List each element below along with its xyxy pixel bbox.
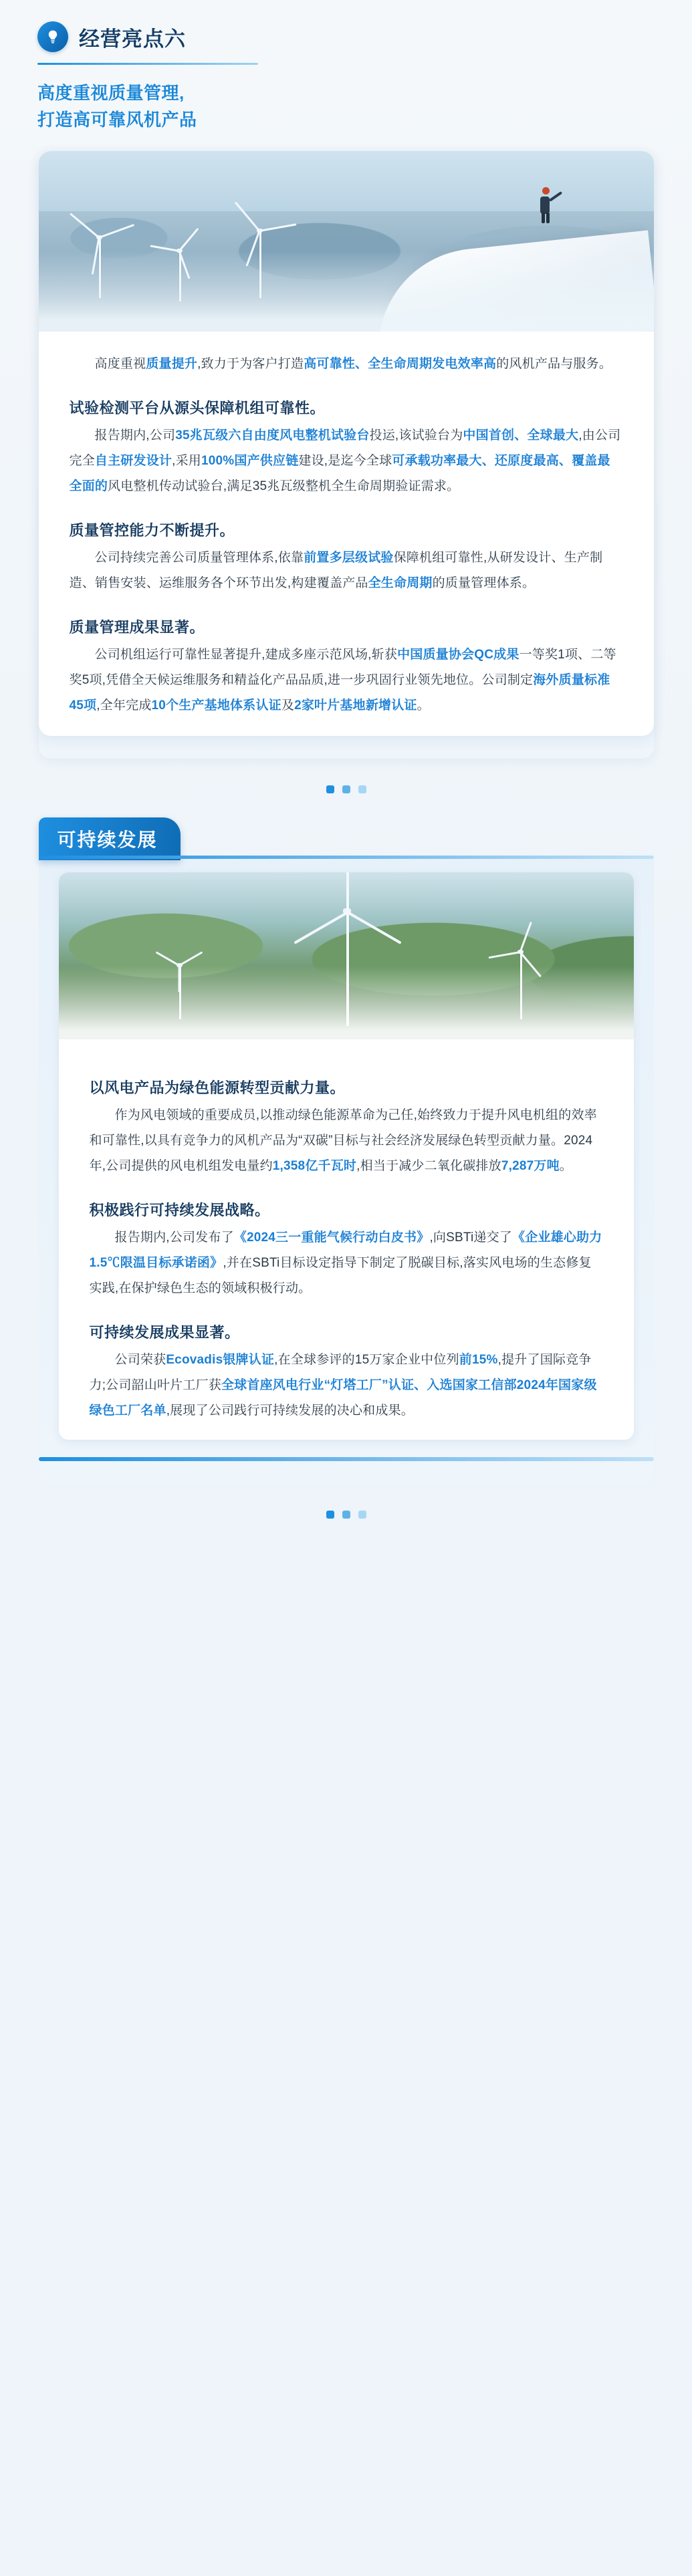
section1-subtitle xyxy=(37,80,692,134)
turbine-blade-foreground xyxy=(368,230,654,332)
block-paragraph xyxy=(90,1225,603,1301)
block-heading: 以风电产品为绿色能源转型贡献力量。 xyxy=(89,1079,346,1096)
text-run-highlight: 7,287万吨 xyxy=(501,1158,560,1173)
text-run: ,展现了公司践行可持续发展的决心和成果。 xyxy=(166,1403,414,1418)
dot-1 xyxy=(326,785,334,793)
text-run-highlight: 中国质量协会QC成果 xyxy=(397,647,520,662)
intro-text-1: 高度重视 xyxy=(94,356,146,371)
intro-text-3: 的风机产品与服务。 xyxy=(496,356,612,371)
section2-card xyxy=(39,859,654,1484)
section1-intro-paragraph xyxy=(70,352,623,377)
section1-subtitle-line1: 高度重视质量管理, xyxy=(37,83,185,103)
text-run: ,向SBTi递交了 xyxy=(429,1230,512,1245)
section2-tab-label: 可持续发展 xyxy=(39,817,181,860)
text-run: ,全年完成 xyxy=(96,698,152,713)
text-run: 风电整机传动试验台,满足35兆瓦级整机全生命周期验证需求。 xyxy=(108,479,460,493)
green-mountain-windfarm-image xyxy=(59,872,634,1039)
block-heading: 质量管理成果显著。 xyxy=(69,618,205,636)
text-run: 公司持续完善公司质量管理体系,依靠 xyxy=(94,550,304,565)
text-run: 公司荣获 xyxy=(114,1352,166,1367)
text-run: 报告期内,公司 xyxy=(94,428,176,442)
wind-farm-technician-image xyxy=(39,151,654,332)
text-run-highlight: 《企业雄心助力1.5℃限温目标承诺函》 xyxy=(89,1230,602,1270)
text-run: 建设,是迄今全球 xyxy=(298,453,392,468)
intro-highlight-2: 高可靠性、全生命周期发电效率高 xyxy=(304,356,497,371)
block-paragraph xyxy=(70,642,623,719)
intro-highlight-1: 质量提升 xyxy=(146,356,198,371)
text-run: ,由公司完全 xyxy=(69,428,621,468)
text-run: 。 xyxy=(559,1158,572,1173)
dot-3 xyxy=(358,785,366,793)
section1-card xyxy=(39,151,654,759)
text-run-highlight: 《2024三一重能气候行动白皮书》 xyxy=(233,1230,430,1245)
intro-text-2: ,致力于为客户打造 xyxy=(197,356,304,371)
text-run-highlight: 2家叶片基地新增认证 xyxy=(294,698,417,713)
section2-body xyxy=(59,1039,634,1440)
text-run-highlight: 35兆瓦级六自由度风电整机试验台 xyxy=(175,428,370,442)
text-run: ,采用 xyxy=(172,453,201,468)
text-run: 保障机组可靠性,从研发设计、生产制造、销售安装、运维服务各个环节出发,构建覆盖产品 xyxy=(69,550,603,590)
dot-1 xyxy=(326,1511,334,1519)
section-separator-dots-2 xyxy=(0,1511,692,1519)
text-run: 的质量管理体系。 xyxy=(432,575,536,590)
section-separator-dots xyxy=(0,785,692,793)
text-run: 投运,该试验台为 xyxy=(369,428,463,442)
text-run: ,并在SBTi目标设定指导下制定了脱碳目标,落实风电场的生态修复 实践,在保护绿色生态的领域积极行动。 xyxy=(89,1255,592,1295)
text-run: 及 xyxy=(281,698,295,713)
block-heading: 试验检测平台从源头保障机组可靠性。 xyxy=(69,399,326,416)
section2-underline xyxy=(39,856,654,859)
text-run: ,提升了国际竞争力;公司韶山叶片工厂获 xyxy=(89,1352,592,1392)
lightbulb-icon xyxy=(37,21,68,52)
text-run: 公司机组运行可靠性显著提升,建成多座示范风场,斩获 xyxy=(94,647,398,662)
block-heading: 积极践行可持续发展战略。 xyxy=(89,1201,270,1218)
text-run-highlight: 全生命周期 xyxy=(368,575,433,590)
text-run: ,在全球参评的15万家企业中位列 xyxy=(274,1352,459,1367)
dot-3 xyxy=(358,1511,366,1519)
dot-2 xyxy=(342,1511,350,1519)
text-run: 一等奖1项、二等奖5项,凭借全天候运维服务和精益化产品品质,进一步巩固行业领先地位。公司制定 xyxy=(69,647,616,687)
text-run-highlight: 1,358亿千瓦时 xyxy=(272,1158,357,1173)
text-run-highlight: 全球首座风电行业“灯塔工厂”认证、入选国家工信部2024年国家级绿色工厂名单 xyxy=(89,1378,597,1418)
dot-2 xyxy=(342,785,350,793)
title-underline xyxy=(37,63,258,65)
text-run-highlight: 前置多层级试验 xyxy=(304,550,394,565)
text-run-highlight: 可承载功率最大、还原度最高、覆盖最全面的 xyxy=(69,453,610,493)
text-run-highlight: 海外质量标准45项 xyxy=(69,672,610,713)
technician-figure xyxy=(536,186,554,223)
text-run: 。 xyxy=(417,698,430,713)
section1-subtitle-line2: 打造高可靠风机产品 xyxy=(37,110,197,130)
text-run-highlight: 10个生产基地体系认证 xyxy=(151,698,281,713)
text-run-highlight: 自主研发设计 xyxy=(94,453,172,468)
section1-body xyxy=(39,332,654,736)
block-paragraph xyxy=(70,545,623,596)
text-run-highlight: Ecovadis银牌认证 xyxy=(166,1352,275,1367)
text-run: ,相当于减少二氧化碳排放 xyxy=(356,1158,501,1173)
text-run-highlight: 100%国产供应链 xyxy=(201,453,299,468)
block-paragraph xyxy=(90,1103,603,1179)
section1-content-card xyxy=(39,151,654,736)
text-run: 报告期内,公司发布了 xyxy=(114,1230,234,1245)
section1-header xyxy=(0,17,692,56)
section2-bottom-rule xyxy=(39,1457,654,1461)
section-highlight-six xyxy=(0,0,692,793)
block-paragraph xyxy=(90,1347,603,1424)
block-heading: 可持续发展成果显著。 xyxy=(89,1323,240,1341)
block-heading: 质量管控能力不断提升。 xyxy=(69,521,235,539)
block-paragraph xyxy=(70,423,623,499)
section-sustainability xyxy=(0,817,692,1519)
text-run: 作为风电领域的重要成员,以推动绿色能源革命为己任,始终致力于提升风电机组的效率和可靠性,以具有竞争力的风机产品为“双碳”目标与社会经济发展绿色转型贡献力量。2024年,公司提供的风电机组发电量约 xyxy=(89,1108,597,1173)
section2-header xyxy=(39,817,654,859)
text-run-highlight: 前15% xyxy=(459,1352,498,1367)
text-run-highlight: 中国首创、全球最大 xyxy=(463,428,579,442)
section2-content-card xyxy=(59,872,634,1440)
page-title: 经营亮点六 xyxy=(79,27,186,51)
